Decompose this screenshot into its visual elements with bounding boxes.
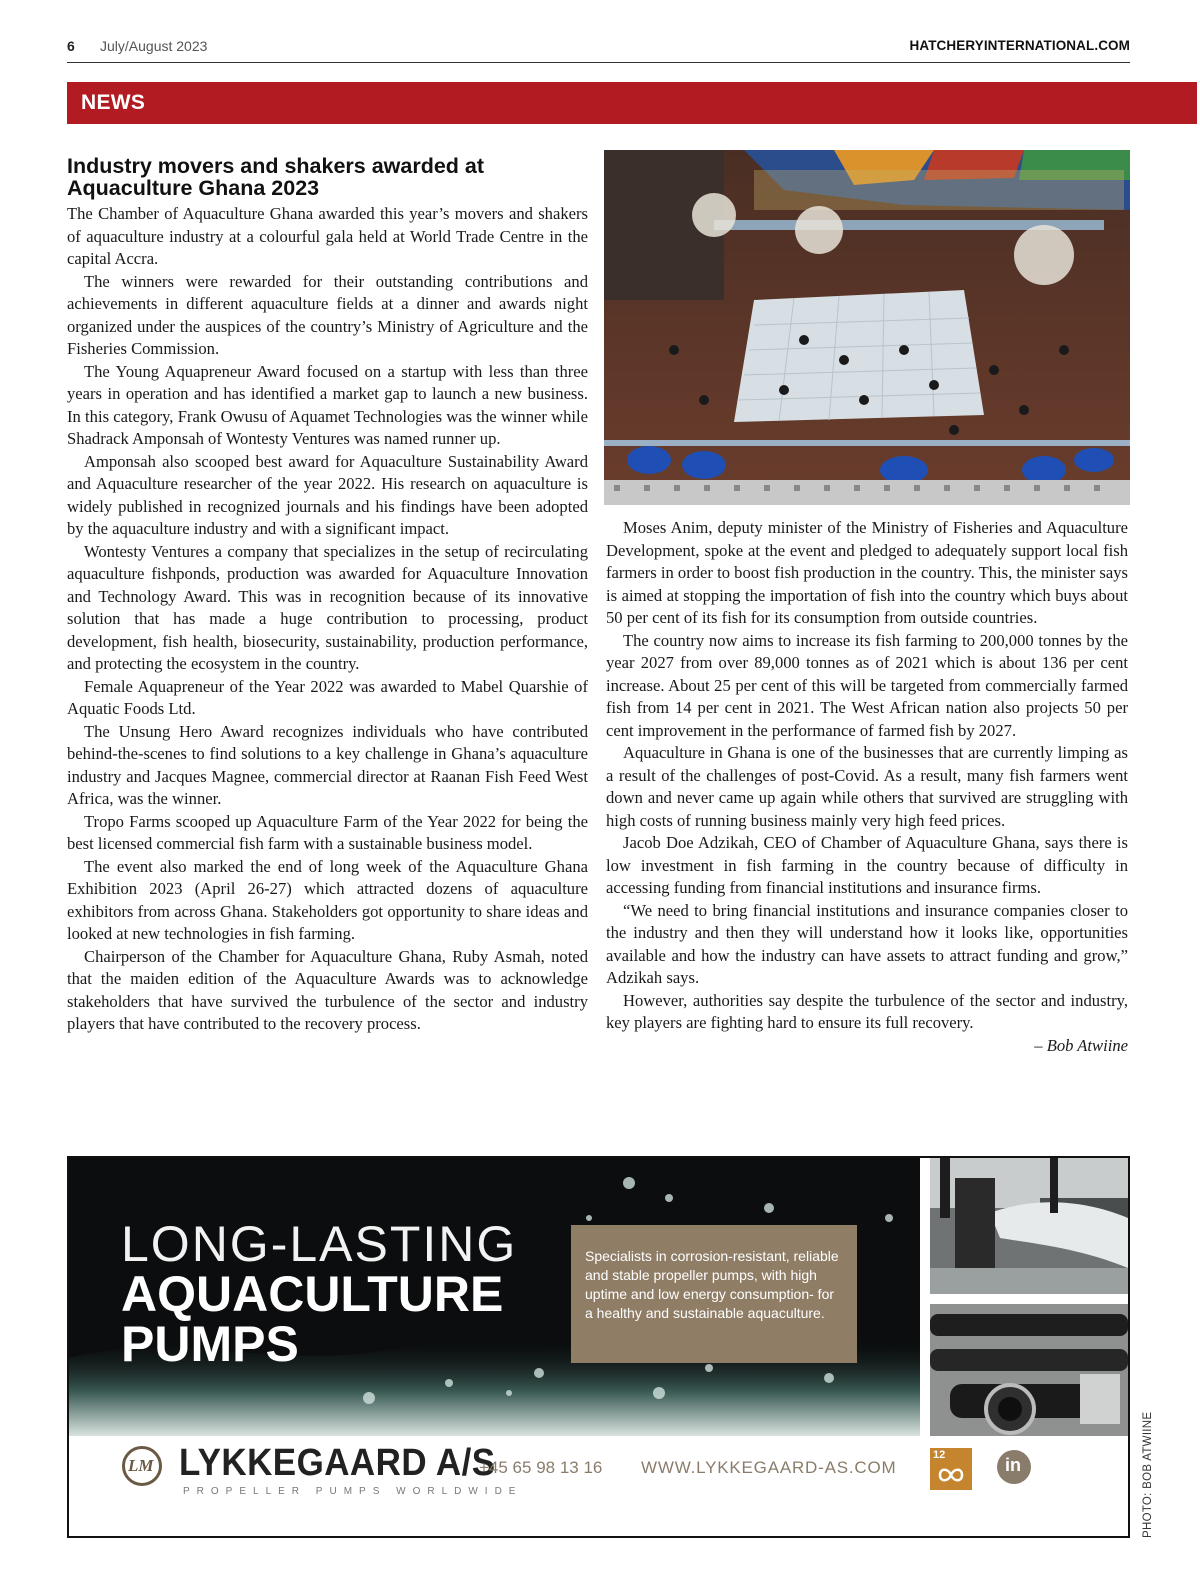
paragraph: The Unsung Hero Award recognizes individuals who have contributed behind-the-scenes to find solutions to a key challenge in Ghana’s aquaculture industry and Jacques Magnee, commercial director at Raanan Fish Feed West Africa, was the winner. [67, 721, 588, 808]
ad-description-box [571, 1225, 857, 1363]
website-link[interactable]: WWW.LYKKEGAARD-AS.COM [641, 1458, 897, 1477]
article-headline [67, 155, 587, 199]
logo-mark-text: LM [128, 1456, 154, 1475]
headline-line-1: Industry movers and shakers awarded at [67, 154, 485, 178]
paragraph: “We need to bring financial institutions and insurance companies closer to the industry and then they will understand how it looks like, opportunities available and how the industry can have assets to attract funding and grow,” Adzikah says. [606, 900, 1128, 987]
ad-tagline-line-3: PUMPS [121, 1316, 299, 1372]
infinity-icon [930, 1448, 972, 1490]
brand-name: LYKKEGAARD A/S [179, 1442, 496, 1484]
lykkegaard-advertisement[interactable] [67, 1156, 1130, 1538]
article-column-left [67, 203, 588, 1036]
linkedin-label: in [1005, 1455, 1021, 1475]
propeller-pump-pipes-photo [930, 1304, 1128, 1436]
page-number: 6 [67, 38, 75, 54]
paragraph: Female Aquapreneur of the Year 2022 was awarded to Mabel Quarshie of Aquatic Foods Ltd. [67, 676, 588, 718]
paragraph: The winners were rewarded for their outstanding contributions and achievements in different aquaculture fields at a dinner and awards night organized under the auspices of the country’s Ministry of Agriculture and the Fisheries Commission. [67, 271, 588, 358]
ad-tagline-line-1: LONG-LASTING [121, 1216, 518, 1272]
linkedin-icon[interactable] [997, 1450, 1031, 1484]
issue-date: July/August 2023 [100, 38, 208, 54]
ad-footer [69, 1436, 1128, 1536]
paragraph: Amponsah also scooped best award for Aquaculture Sustainability Award and Aquaculture researcher of the year 2022. His research on aquaculture is widely published in recognized journals and his findings have been adopted by the aquaculture industry and with a significant impact. [67, 451, 588, 538]
paragraph: The Chamber of Aquaculture Ghana awarded this year’s movers and shakers of aquaculture industry at a colourful gala held at World Trade Centre in the capital Accra. [67, 204, 588, 268]
ad-water-splash-background [69, 1158, 920, 1436]
brand-tagline: PROPELLER PUMPS WORLDWIDE [183, 1486, 523, 1497]
ad-tagline-line-2: AQUACULTURE [121, 1266, 504, 1322]
section-label: NEWS [81, 91, 146, 114]
paragraph: Jacob Doe Adzikah, CEO of Chamber of Aquaculture Ghana, says there is low investment in fish farming in the country because of difficulty in accessing funding from financial institutions and insurance firms. [606, 833, 1128, 897]
paragraph: Wontesty Ventures a company that specializes in the setup of recirculating aquaculture fishponds, production was awarded for Aquaculture Innovation and Technology Award. This was in recognition because of its innovative solution that has made a huge contribution to processing, product development, fish health, biosecurity, sustainability, production performance, and protecting the ecosystem in the country. [67, 541, 588, 673]
photo-credit: PHOTO: BOB ATWIINE [1142, 1411, 1154, 1538]
phone-number[interactable]: +45 65 98 13 16 [479, 1458, 603, 1477]
article-column-right [606, 517, 1128, 1057]
paragraph: The country now aims to increase its fish farming to 200,000 tonnes by the year 2027 from over 89,000 tonnes as of 2021 which is about 136 per cent increase. About 25 per cent of this will be targeted from commercially farmed fish from 14 per cent in 2021. The West African nation also projects 50 per cent improvement in the performance of farmed fish by 2027. [606, 630, 1128, 740]
pump-discharge-icon [930, 1158, 1128, 1294]
headline-line-2: Aquaculture Ghana 2023 [67, 176, 320, 200]
byline: – Bob Atwiine [1034, 1035, 1128, 1055]
pump-water-jet-photo [930, 1158, 1128, 1294]
exhibition-hall-photo [604, 150, 1130, 505]
header-rule [67, 62, 1130, 63]
paragraph: Tropo Farms scooped up Aquaculture Farm of the Year 2022 for being the best licensed commercial fish farm with a sustainable business model. [67, 811, 588, 853]
paragraph: Aquaculture in Ghana is one of the businesses that are currently limping as a result of the challenges of post-Covid. As a result, many fish farmers went down and never came up again while others that survived are struggling with high costs of running business mainly very high feed prices. [606, 743, 1128, 830]
paragraph: The event also marked the end of long week of the Aquaculture Ghana Exhibition 2023 (April 26-27) which attracted dozens of aquaculture exhibitors from across Ghana. Stakeholders got opportunity to share ideas and looked at new technologies in fish farming. [67, 856, 588, 943]
paragraph: Moses Anim, deputy minister of the Ministry of Fisheries and Aquaculture Development, spoke at the event and pledged to adequately support local fish farmers in order to boost fish production in the country. This, the minister says is aimed at stopping the importation of fish into the country which buys about 50 per cent of its fish for its consumption from outside countries. [606, 518, 1128, 627]
paragraph: Chairperson of the Chamber for Aquaculture Ghana, Ruby Asmah, noted that the maiden edition of the Aquaculture Awards was to acknowledge stakeholders that have survived the turbulence of the sector and industry players that have contributed to the recovery process. [67, 946, 588, 1033]
lykkegaard-logo-icon [122, 1446, 162, 1486]
paragraph: The Young Aquapreneur Award focused on a startup with less than three years in operation and has identified a market gap to launch a new business. In this category, Frank Owusu of Aquamet Technologies was the winner while Shadrack Amponsah of Wontesty Ventures was named runner up. [67, 361, 588, 448]
photo-illustration [604, 150, 1130, 505]
site-url[interactable]: HATCHERYINTERNATIONAL.COM [909, 38, 1130, 53]
sdg-12-badge [930, 1448, 972, 1490]
sdg-number: 12 [933, 1449, 946, 1461]
paragraph: However, authorities say despite the turbulence of the sector and industry, key players are fighting hard to ensure its full recovery. [606, 990, 1128, 1032]
section-bar [67, 82, 1197, 124]
ad-description: Specialists in corrosion-resistant, reliable and stable propeller pumps, with high uptime and low energy consumption- for a healthy and sustainable aquaculture. [585, 1248, 839, 1321]
pump-pipes-icon [930, 1304, 1128, 1436]
